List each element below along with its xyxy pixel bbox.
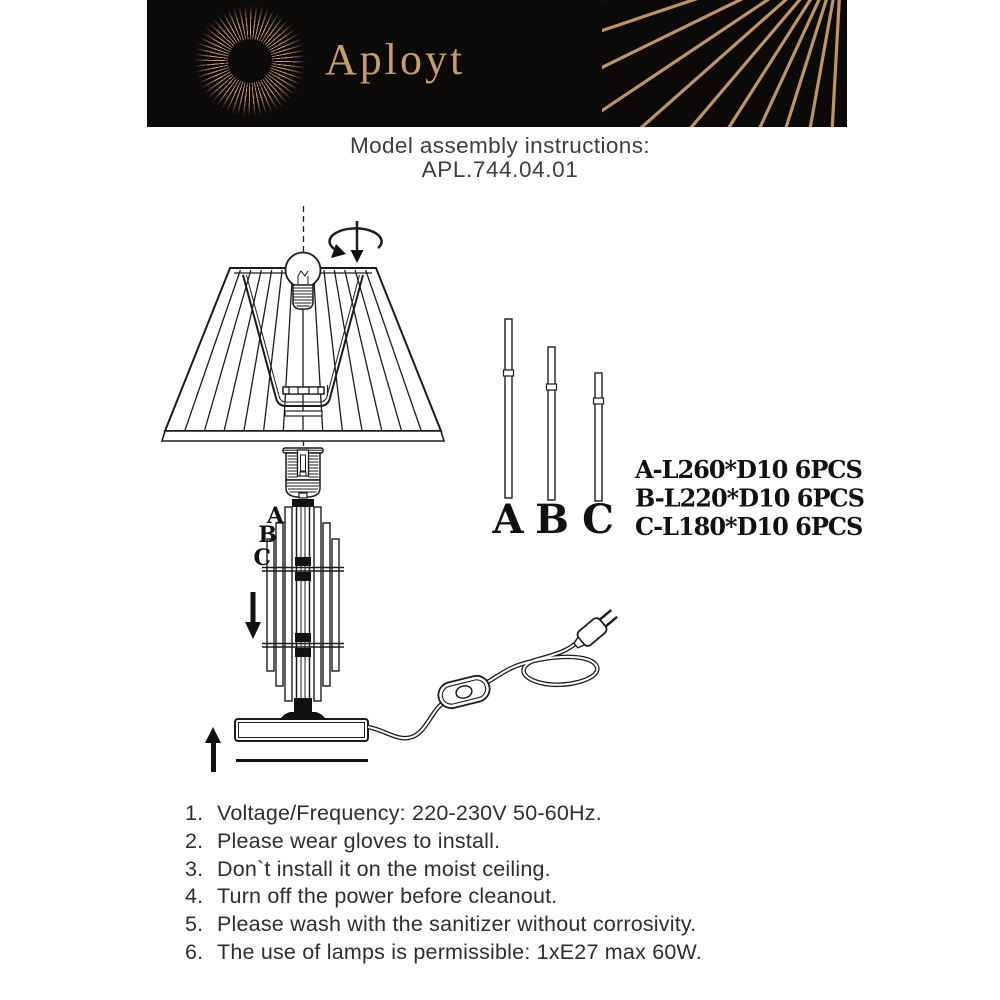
sunburst-center bbox=[228, 39, 272, 83]
column-label-a: A bbox=[266, 503, 284, 529]
column-label-b: B bbox=[258, 522, 277, 548]
part-rod-b bbox=[547, 347, 557, 500]
instruction-item bbox=[185, 883, 702, 911]
item-number: 1. bbox=[185, 801, 204, 825]
part-label-a: A bbox=[492, 496, 524, 543]
part-label-b: B bbox=[535, 496, 569, 543]
item-text: Please wear gloves to install. bbox=[217, 828, 501, 853]
instruction-list bbox=[185, 800, 702, 967]
socket-coupler bbox=[292, 499, 314, 507]
item-number: 4. bbox=[185, 884, 204, 909]
item-text: Turn off the power before cleanout. bbox=[217, 884, 558, 909]
brand-banner bbox=[147, 0, 847, 127]
base-underline bbox=[236, 759, 368, 762]
column-bottom-joint bbox=[294, 698, 312, 712]
item-number: 5. bbox=[185, 912, 204, 937]
item-number: 3. bbox=[185, 856, 204, 881]
corner-rays-icon bbox=[602, 0, 847, 127]
item-text: Please wash with the sanitizer without corrosivity. bbox=[217, 912, 697, 937]
power-plug bbox=[570, 606, 620, 652]
spec-rod-a: A-L260*D10 6PCS bbox=[635, 455, 862, 484]
item-text: The use of lamps is permissible: 1xE27 max 60W. bbox=[217, 939, 702, 964]
spec-rod-c: C-L180*D10 6PCS bbox=[635, 512, 863, 541]
shade-rim bbox=[162, 431, 444, 441]
part-rod-c bbox=[594, 373, 604, 501]
item-text: Don`t install it on the moist ceiling. bbox=[217, 856, 551, 881]
instruction-item bbox=[185, 828, 702, 856]
instruction-item bbox=[185, 911, 702, 939]
lamp-socket bbox=[283, 448, 323, 507]
bulb-screw-threads bbox=[294, 288, 313, 306]
item-text: Voltage/Frequency: 220-230V 50-60Hz. bbox=[217, 801, 602, 825]
lamp-base bbox=[235, 712, 368, 741]
page-title: Model assembly instructions: bbox=[349, 133, 651, 158]
part-rod-a bbox=[504, 319, 514, 498]
harp-saddle bbox=[285, 411, 322, 416]
item-number: 2. bbox=[185, 828, 204, 853]
title-block bbox=[0, 133, 1000, 182]
model-number: APL.744.04.01 bbox=[421, 157, 579, 182]
rotation-arrow-icon bbox=[330, 221, 382, 263]
brand-name: Aployt bbox=[325, 35, 466, 84]
down-arrow-icon bbox=[245, 592, 261, 639]
assembly-diagram bbox=[0, 200, 1000, 800]
instruction-item bbox=[185, 800, 702, 828]
up-arrow-icon bbox=[205, 727, 221, 772]
item-number: 6. bbox=[185, 939, 204, 964]
spec-rod-b: B-L220*D10 6PCS bbox=[635, 483, 864, 513]
instruction-item bbox=[185, 856, 702, 884]
column-label-c: C bbox=[253, 545, 271, 571]
inline-switch bbox=[436, 673, 493, 711]
crystal-rods bbox=[267, 507, 339, 701]
part-label-c: C bbox=[582, 496, 614, 543]
instruction-item bbox=[185, 939, 702, 967]
